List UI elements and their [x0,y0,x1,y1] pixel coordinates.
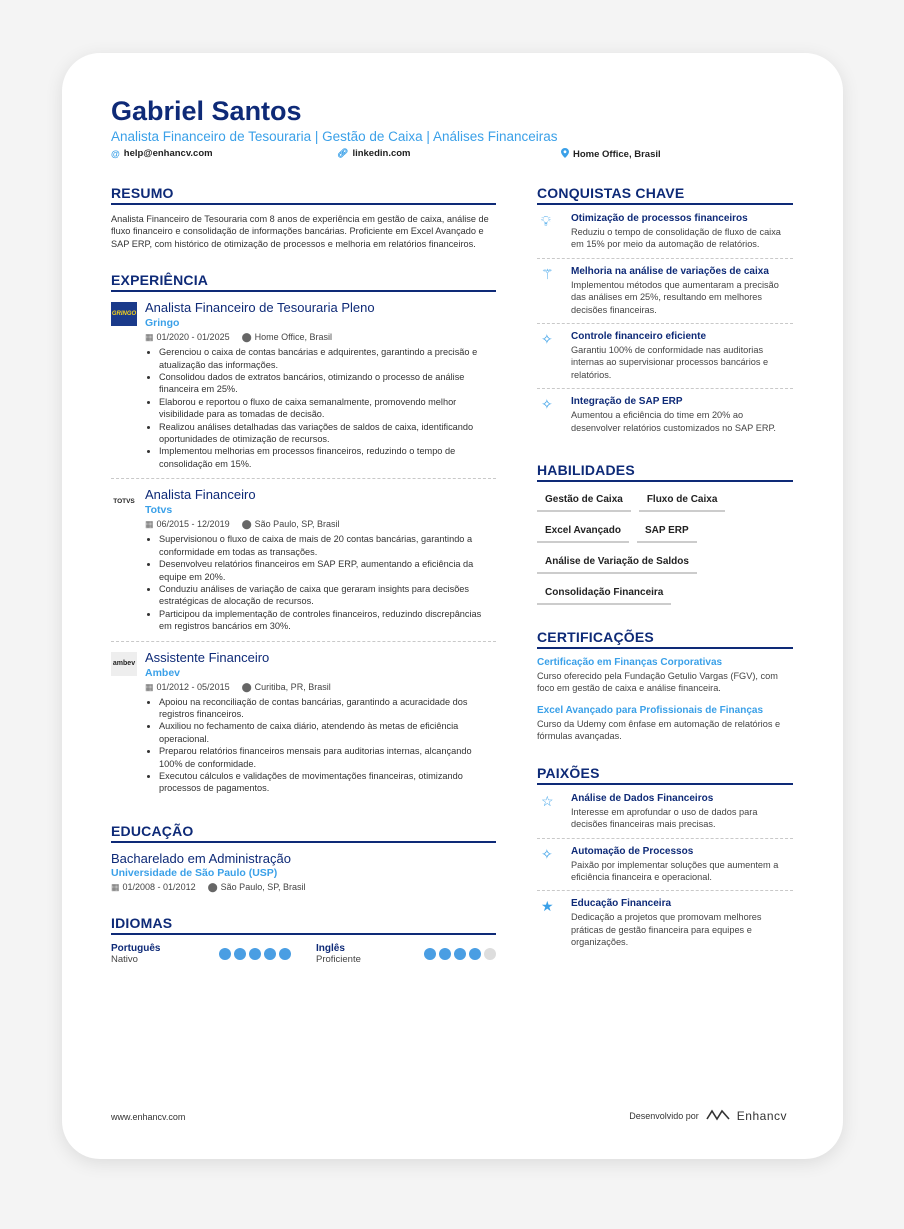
achievement-title: Melhoria na análise de variações de caixa [571,265,769,277]
footer-website[interactable]: www.enhancv.com [111,1112,186,1122]
location-contact [561,148,661,160]
achievement-desc: Aumentou a eficiência do time em 20% ao desenvolver relatórios customizados no SAP ERP. [571,410,776,433]
job-title: Assistente Financeiro [145,649,270,665]
job-title: Analista Financeiro de Tesouraria Pleno [145,300,375,316]
achievement-desc: Implementou métodos que aumentaram a precisão das análises em 25%, resultando em melhores decisões financeiras. [571,279,779,315]
certification-title: Certificação em Finanças Corporativas [537,657,723,669]
rating-dot [424,948,436,960]
left-column [111,185,496,965]
list-item: • Participou da implementação de controles financeiros, reduzindo discrepâncias em registros bancários em 30%. [159,608,496,633]
school-name: Universidade de São Paulo (USP) [111,866,278,879]
education-dates: 01/2008 - 01/2012 [122,881,196,892]
enhancv-logo-icon [705,1109,731,1123]
sparkle-wand-icon: ✧ [541,331,553,348]
job-entry [111,650,496,803]
language-level: Proficiente [316,953,361,965]
achievement-item [537,213,793,259]
achievement-desc: Reduziu o tempo de consolidação de fluxo de caixa em 15% por meio da automação de relatórios. [571,227,781,250]
passion-desc: Dedicação a projetos que promovam melhores práticas de gestão financeira para equipes e organizações. [571,912,762,948]
company-name: Gringo [145,317,180,330]
company-name: Totvs [145,504,173,517]
rating-dot [264,948,276,960]
job-dates: 01/2012 - 05/2015 [156,681,230,692]
totvs-logo: TOTVS [113,497,135,505]
passions-heading: PAIXÕES [537,765,793,785]
passion-desc: Paixão por implementar soluções que aumentem a eficiência financeira e operacional. [571,859,779,882]
degree-title: Bacharelado em Administração [111,850,291,866]
candidate-title: Analista Financeiro de Tesouraria | Gestão de Caixa | Análises Financeiras [111,129,558,144]
rating-dot [219,948,231,960]
list-item: • Realizou análises detalhadas das variações de saldos de caixa, identificando oportunidades de otimização de recursos. [159,421,496,446]
passion-item [537,793,793,839]
resume-header [111,95,801,164]
list-item: • Preparou relatórios financeiros mensais para auditorias internas, alcançando 100% de conformidade. [159,745,496,770]
job-meta [145,682,496,693]
certification-desc: Curso da Udemy com ênfase em automação de relatórios e fórmulas avançadas. [537,718,781,742]
passion-title: Educação Financeira [571,898,672,910]
skills-heading: HABILIDADES [537,462,793,482]
achievement-item [537,266,793,324]
calendar-icon: ▦ [145,681,154,692]
gringo-logo: GRINGO [111,302,137,326]
location-pin-icon: ⬤ [241,681,252,692]
education-location: São Paulo, SP, Brasil [220,881,306,892]
powered-by-text: Desenvolvido por [629,1111,699,1121]
rating-dot [279,948,291,960]
rating-dot [439,948,451,960]
skill-tag: SAP ERP [637,521,697,543]
passion-desc: Interesse em aprofundar o uso de dados para decisões financeiras mais precisas. [571,806,758,830]
job-entry [111,487,496,641]
language-rating [219,948,291,960]
skill-tag: Excel Avançado [537,521,629,543]
ambev-logo: ambev [111,652,137,676]
experience-heading: EXPERIÊNCIA [111,272,496,292]
list-item: • Elaborou e reportou o fluxo de caixa semanalmente, promovendo melhor visibilidade para as tomadas de decisão. [159,396,496,421]
email-contact[interactable] [111,148,213,159]
achievement-desc: Garantiu 100% de conformidade nas auditorias internas ao supervisionar processos bancários e relatórios. [571,345,769,380]
email-text: help@enhancv.com [123,148,213,159]
education-heading: EDUCAÇÃO [111,823,496,843]
certification-desc: Curso oferecido pela Fundação Getulio Vargas (FGV), com foco em gestão de caixa e análise financeira. [537,671,778,694]
contact-row [111,148,801,164]
list-item: • Desenvolveu relatórios financeiros em SAP ERP, aumentando a eficiência da equipe em 20%. [159,558,496,583]
certifications-heading: CERTIFICAÇÕES [537,629,793,649]
achievement-title: Integração de SAP ERP [571,396,683,408]
languages-row [111,943,496,965]
job-entry [111,300,496,479]
rating-dot [249,948,261,960]
achievement-item [537,331,793,389]
passion-item [537,898,793,955]
language-name: Inglês [316,942,345,954]
calendar-icon: ▦ [145,519,154,530]
skill-tag: Gestão de Caixa [537,490,631,512]
skills-list [537,490,793,605]
footer-brand[interactable] [629,1109,787,1123]
rating-dot [484,948,496,960]
job-title: Analista Financeiro [145,487,256,503]
at-icon: @ [111,148,120,159]
location-text: Home Office, Brasil [573,148,661,160]
sparkle-wand-icon: ✧ [541,845,553,862]
right-column [537,185,793,963]
linkedin-contact[interactable] [337,148,411,159]
lightbulb-icon: 💡︎ [541,213,551,229]
job-bullets [145,533,496,632]
job-meta [145,332,496,343]
resume-page [62,53,843,1159]
language-rating [424,948,496,960]
achievement-title: Otimização de processos financeiros [571,213,748,224]
job-meta [145,519,496,530]
achievement-item [537,396,793,441]
passion-title: Automação de Processos [571,845,694,857]
list-item: • Gerenciou o caixa de contas bancárias e adquirentes, garantindo a precisão e atualização das informações. [159,346,496,371]
summary-heading: RESUMO [111,185,496,205]
location-pin-icon: ⬤ [207,881,218,892]
location-pin-icon: ⬤ [241,332,252,343]
language-item [111,943,291,965]
certification-title: Excel Avançado para Profissionais de Finanças [537,704,764,716]
location-pin-icon: ⬤ [241,519,252,530]
skill-tag: Fluxo de Caixa [639,490,726,512]
list-item: • Implementou melhorias em processos financeiros, reduzindo o tempo de consolidação em 15%. [159,445,496,470]
list-item: • Auxiliou no fechamento de caixa diário, atendendo às metas de eficiência operacional. [159,720,496,745]
linkedin-text: linkedin.com [352,148,411,159]
company-name: Ambev [145,666,181,679]
achievements-heading: CONQUISTAS CHAVE [537,185,793,205]
brand-name: Enhancv [736,1109,787,1123]
language-level: Nativo [111,953,138,965]
rating-dot [234,948,246,960]
job-location: Home Office, Brasil [254,332,333,343]
education-meta [111,882,496,893]
achievement-title: Controle financeiro eficiente [571,331,707,343]
magic-wand-icon: ⚚ [541,265,554,282]
job-dates: 01/2020 - 01/2025 [156,332,230,343]
skill-tag: Análise de Variação de Saldos [537,552,697,574]
rating-dot [469,948,481,960]
sparkle-wand-icon: ✧ [541,396,553,413]
job-bullets [145,346,496,470]
star-filled-icon: ★ [541,898,554,915]
language-item [316,943,496,965]
location-pin-icon [561,148,569,160]
language-name: Português [111,942,161,954]
job-bullets [145,696,496,795]
candidate-name: Gabriel Santos [111,96,302,126]
link-icon: 🔗︎ [337,148,349,158]
job-location: São Paulo, SP, Brasil [254,519,340,530]
job-dates: 06/2015 - 12/2019 [156,519,230,530]
job-location: Curitiba, PR, Brasil [254,681,331,692]
star-outline-icon: ☆ [541,792,554,809]
list-item: • Conduziu análises de variação de caixa que geraram insights para decisões estratégicas de alocação de recursos. [159,583,496,608]
passion-title: Análise de Dados Financeiros [571,792,714,804]
skill-tag: Consolidação Financeira [537,583,671,605]
calendar-icon: ▦ [111,881,120,892]
languages-heading: IDIOMAS [111,915,496,935]
list-item: • Consolidou dados de extratos bancários, otimizando o processo de análise financeira em 25%. [159,371,496,396]
passion-item [537,846,793,892]
list-item: • Apoiou na reconciliação de contas bancárias, garantindo a acuracidade dos registros financeiros. [159,696,496,721]
calendar-icon: ▦ [145,332,154,343]
rating-dot [454,948,466,960]
list-item: • Executou cálculos e validações de movimentações financeiras, otimizando processos de pagamentos. [159,770,496,795]
list-item: • Supervisionou o fluxo de caixa de mais de 20 contas bancárias, garantindo a conformidade em todas as transações. [159,533,496,558]
summary-text: Analista Financeiro de Tesouraria com 8 anos de experiência em gestão de caixa, análise de fluxo financeiro e consolidação de informações bancárias. Proficiente em Excel Avançado e SAP ERP, com histórico de otimização de processos e melhoria em relatórios financeiros. [111,214,489,249]
